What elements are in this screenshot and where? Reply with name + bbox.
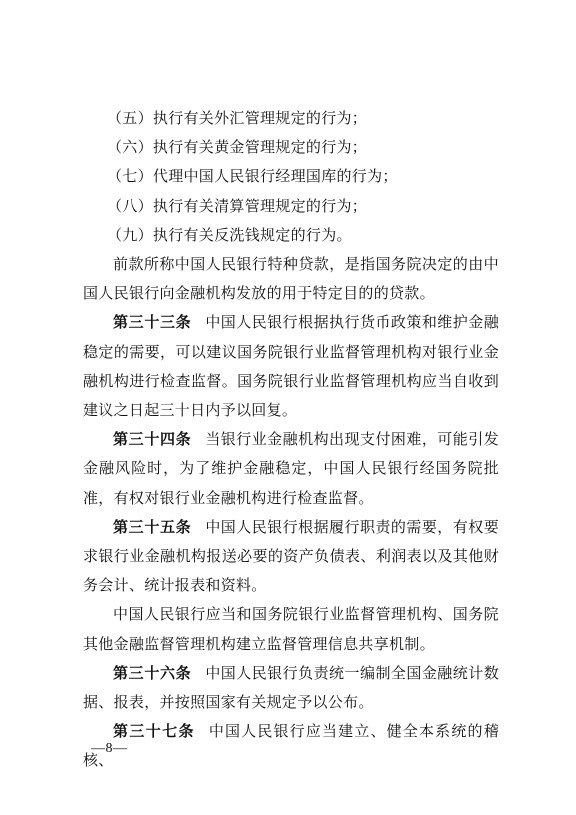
article-33-label: 第三十三条 [113,313,192,332]
article-34-text: 当银行业金融机构出现支付困难，可能引发金融风险时，为了维护金融稳定，中国人民银行经国务院批准，有权对银行业金融机构进行检查监督。 [83,430,499,507]
document-body [83,104,499,776]
article-33-text: 中国人民银行根据执行货币政策和维护金融稳定的需要，可以建议国务院银行业监督管理机构对银行业金融机构进行检查监督。国务院银行业监督管理机构应当自收到建议之日起三十日内予以回复。 [83,313,499,420]
article-36 [83,659,499,717]
list-item: （九）执行有关反洗钱规定的行为。 [107,225,352,244]
article-35-label: 第三十五条 [113,517,192,536]
article-37-text: 中国人民银行应当建立、健全本系统的稽核、 [83,722,499,770]
list-item: （五）执行有关外汇管理规定的行为； [107,109,368,127]
page-number: —8— [91,741,128,756]
list-item: （八）执行有关清算管理规定的行为； [107,196,368,215]
list-item: （六）执行有关黄金管理规定的行为； [107,138,368,157]
article-34-label: 第三十四条 [113,430,192,449]
paragraph-special-loan: 前款所称中国人民银行特种贷款，是指国务院决定的由中国人民银行向金融机构发放的用于特定目的的贷款。 [83,255,499,303]
article-36-text: 中国人民银行负责统一编制全国金融统计数据、报表，并按照国家有关规定予以公布。 [83,663,499,712]
article-35 [83,513,499,601]
article-36-label: 第三十六条 [113,663,192,682]
article-33 [83,308,499,425]
article-37 [83,717,499,775]
article-35-text: 中国人民银行根据履行职责的需要，有权要求银行业金融机构报送必要的资产负债表、利润表以及其他财务会计、统计报表和资料。 [83,517,499,595]
list-item: （七）代理中国人民银行经理国库的行为； [107,167,398,186]
article-34 [83,425,499,513]
article-35-paragraph-2: 中国人民银行应当和国务院银行业监督管理机构、国务院其他金融监督管理机构建立监督管理信息共享机制。 [83,605,499,653]
article-37-label: 第三十七条 [113,722,195,741]
